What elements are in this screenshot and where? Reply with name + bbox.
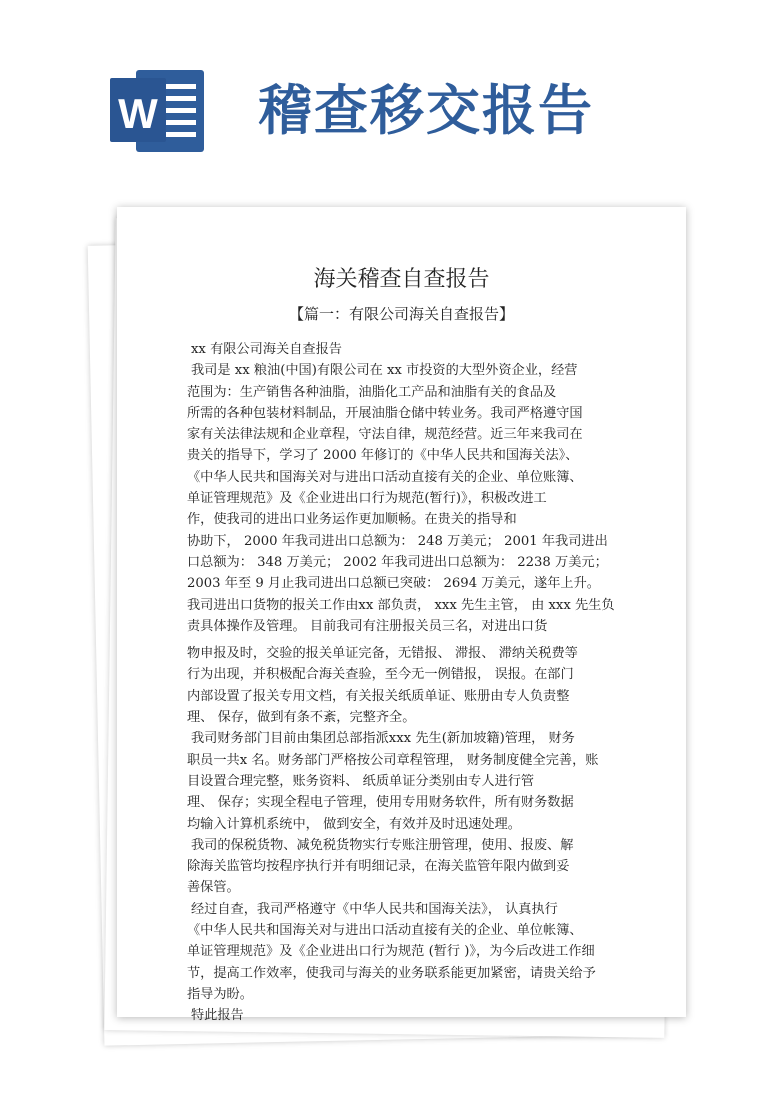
body-line: 除海关监管均按程序执行并有明细记录，在海关监管年限内做到妥: [187, 859, 570, 875]
body-line: 指导为盼。: [187, 986, 253, 1002]
body-line: 作，使我司的进出口业务运作更加顺畅。在贵关的指导和: [187, 512, 517, 528]
body-line: 2003 年至 9 月止我司进出口总额已突破： 2694 万美元，遂年上升。: [187, 576, 600, 592]
body-line: 职员一共x 名。财务部门严格按公司章程管理， 财务制度健全完善，账: [187, 752, 599, 768]
body-line: 节，提高工作效率，使我司与海关的业务联系能更加紧密，请贵关给予: [187, 965, 596, 981]
banner: [0, 0, 780, 190]
body-line: 我司财务部门目前由集团总部指派xxx 先生(新加坡籍)管理， 财务: [191, 731, 575, 747]
body-line: 《中华人民共和国海关对与进出口活动直接有关的企业、单位帐簿、: [187, 923, 583, 939]
document-subtitle: 【篇一：有限公司海关自查报告】: [288, 305, 514, 323]
body-line: 我司进出口货物的报关工作由xx 部负责， xxx 先生主管， 由 xxx 先生负: [187, 597, 615, 613]
body-line: 经过自查，我司严格遵守《中华人民共和国海关法》， 认真执行: [191, 901, 558, 917]
body-line: 特此报告: [191, 1008, 244, 1024]
document-body: [187, 339, 627, 1027]
body-line: 范围为：生产销售各种油脂，油脂化工产品和油脂有关的食品及: [187, 384, 557, 400]
body-line: 家有关法律法规和企业章程，守法自律，规范经营。近三年来我司在: [187, 427, 583, 443]
body-line: xx 有限公司海关自查报告: [191, 342, 342, 357]
body-line: 协助下， 2000 年我司进出口总额为： 248 万美元； 2001 年我司进出: [187, 533, 608, 549]
body-line: 所需的各种包装材料制品，开展油脂仓储中转业务。我司严格遵守国: [187, 405, 583, 421]
svg-text:W: W: [118, 90, 158, 137]
body-line: 善保管。: [187, 880, 240, 896]
body-line: 物申报及时，交验的报关单证完备，无错报、 滞报、 滞纳关税费等: [187, 646, 578, 662]
document-title: 海关稽查自查报告: [313, 267, 490, 292]
body-line: 口总额为： 348 万美元； 2002 年我司进出口总额为： 2238 万美元；: [187, 554, 608, 570]
body-line: 我司的保税货物、减免税货物实行专账注册管理，使用、报废、解: [191, 837, 574, 853]
body-line: 内部设置了报关专用文档，有关报关纸质单证、账册由专人负责整: [187, 688, 570, 704]
body-line: 行为出现，并积极配合海关查验，至今无一例错报， 误报。在部门: [187, 667, 574, 683]
body-line: 理、 保存；实现全程电子管理，使用专用财务软件，所有财务数据: [187, 795, 574, 811]
body-line: 我司是 xx 粮油(中国)有限公司在 xx 市投资的大型外资企业，经营: [191, 363, 578, 379]
body-line: 单证管理规范》及《企业进出口行为规范(暂行)》，积极改进工: [187, 491, 547, 507]
body-line: 均输入计算机系统中， 做到安全，有效并及时迅速处理。: [187, 816, 521, 832]
body-line: 责具体操作及管理。 目前我司有注册报关员三名，对进出口货: [187, 618, 548, 634]
body-line: 《中华人民共和国海关对与进出口活动直接有关的企业、单位账簿、: [187, 469, 583, 485]
document-page: [117, 207, 686, 1024]
body-line: 目设置合理完整，账务资料、 纸质单证分类别由专人进行管: [187, 773, 535, 789]
word-icon: [108, 66, 208, 156]
banner-title: 稽查移交报告: [258, 79, 594, 142]
body-line: 贵关的指导下，学习了 2000 年修订的《中华人民共和国海关法》、: [187, 448, 579, 464]
body-line: 单证管理规范》及《企业进出口行为规范 (暂行 )》，为今后改进工作细: [187, 944, 595, 960]
body-line: 理、 保存，做到有条不紊，完整齐全。: [187, 710, 416, 726]
